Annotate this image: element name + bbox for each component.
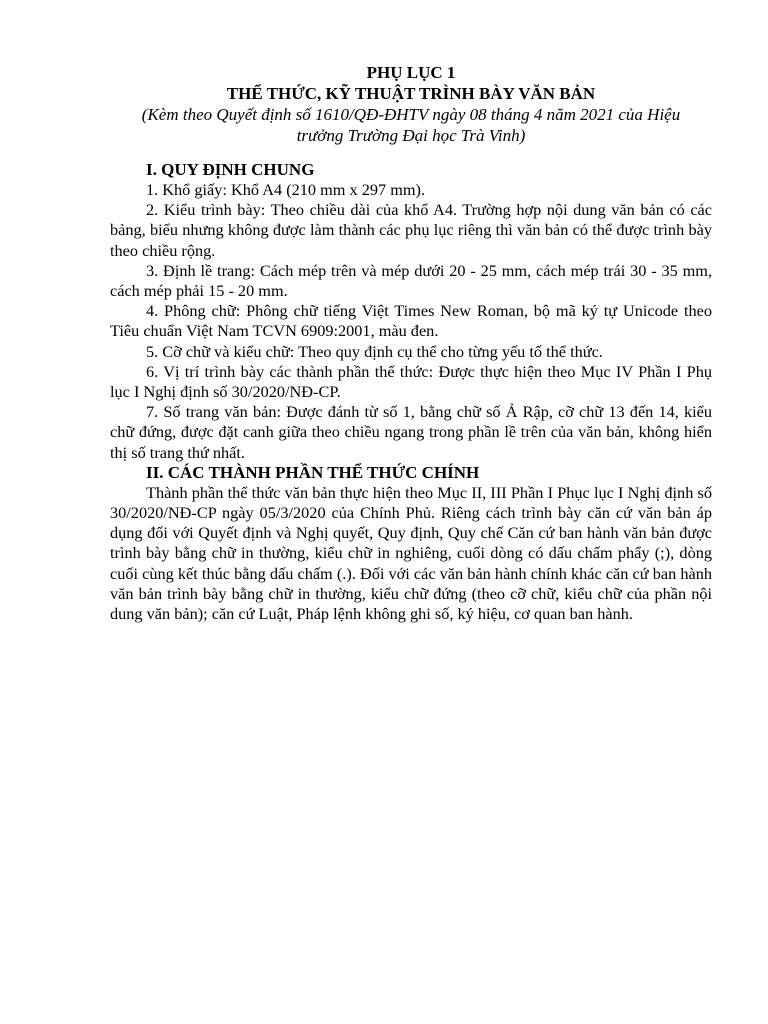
paragraph-item-2: 2. Kiểu trình bày: Theo chiều dài của khổ A4. Trường hợp nội dung văn bản có các bảng, biểu nhưng không được làm thành các phụ lục riêng thì văn bản có thể được trình bày theo chiều rộng. bbox=[110, 200, 712, 260]
document-title: THỂ THỨC, KỸ THUẬT TRÌNH BÀY VĂN BẢN bbox=[226, 84, 596, 103]
paragraph-item-4: 4. Phông chữ: Phông chữ tiếng Việt Times New Roman, bộ mã ký tự Unicode theo Tiêu chuẩn Việt Nam TCVN 6909:2001, màu đen. bbox=[110, 301, 712, 341]
document-subtitle: (Kèm theo Quyết định số 1610/QĐ-ĐHTV ngày 08 tháng 4 năm 2021 của Hiệu trưởng Trường Đại học Trà Vinh) bbox=[141, 105, 681, 145]
section-heading-general: I. QUY ĐỊNH CHUNG bbox=[146, 160, 315, 179]
document-page bbox=[110, 62, 712, 624]
section-heading-main-components: II. CÁC THÀNH PHẦN THỂ THỨC CHÍNH bbox=[146, 462, 480, 482]
paragraph-item-3: 3. Định lề trang: Cách mép trên và mép dưới 20 - 25 mm, cách mép trái 30 - 35 mm, cách mép phải 15 - 20 mm. bbox=[110, 260, 712, 301]
title-block bbox=[110, 62, 712, 146]
paragraph-main-components: Thành phần thể thức văn bản thực hiện theo Mục II, III Phần I Phục lục I Nghị định số 30/2020/NĐ-CP ngày 05/3/2020 của Chính Phủ. Riêng cách trình bày căn cứ văn bản áp dụng đối với Quyết định và Nghị quyết, Quy định, Quy chế Căn cứ ban hành văn bản được trình bày bằng chữ in thường, kiểu chữ in nghiêng, cuối dòng có dấu chấm phẩy (;), dòng cuối cùng kết thúc bằng dấu chấm (.). Đối với các văn bản hành chính khác căn cứ ban hành văn bản trình bày bằng chữ in thường, kiểu chữ đứng (theo cỡ chữ, kiểu chữ của phần nội dung văn bản); căn cứ Luật, Pháp lệnh không ghi số, ký hiệu, cơ quan ban hành. bbox=[110, 482, 712, 624]
paragraph-item-1: 1. Khổ giấy: Khổ A4 (210 mm x 297 mm). bbox=[146, 180, 426, 199]
paragraph-item-7: 7. Số trang văn bản: Được đánh từ số 1, bằng chữ số Ả Rập, cỡ chữ 13 đến 14, kiểu chữ đứng, được đặt canh giữa theo chiều ngang trong phần lề trên của văn bản, không hiển thị số trang thứ nhất. bbox=[110, 402, 712, 462]
paragraph-item-5: 5. Cỡ chữ và kiểu chữ: Theo quy định cụ thể cho từng yếu tố thể thức. bbox=[146, 341, 603, 361]
paragraph-item-6: 6. Vị trí trình bày các thành phần thể thức: Được thực hiện theo Mục IV Phần I Phụ lục I Nghị định số 30/2020/NĐ-CP. bbox=[110, 361, 712, 402]
appendix-number: PHỤ LỤC 1 bbox=[366, 63, 456, 82]
